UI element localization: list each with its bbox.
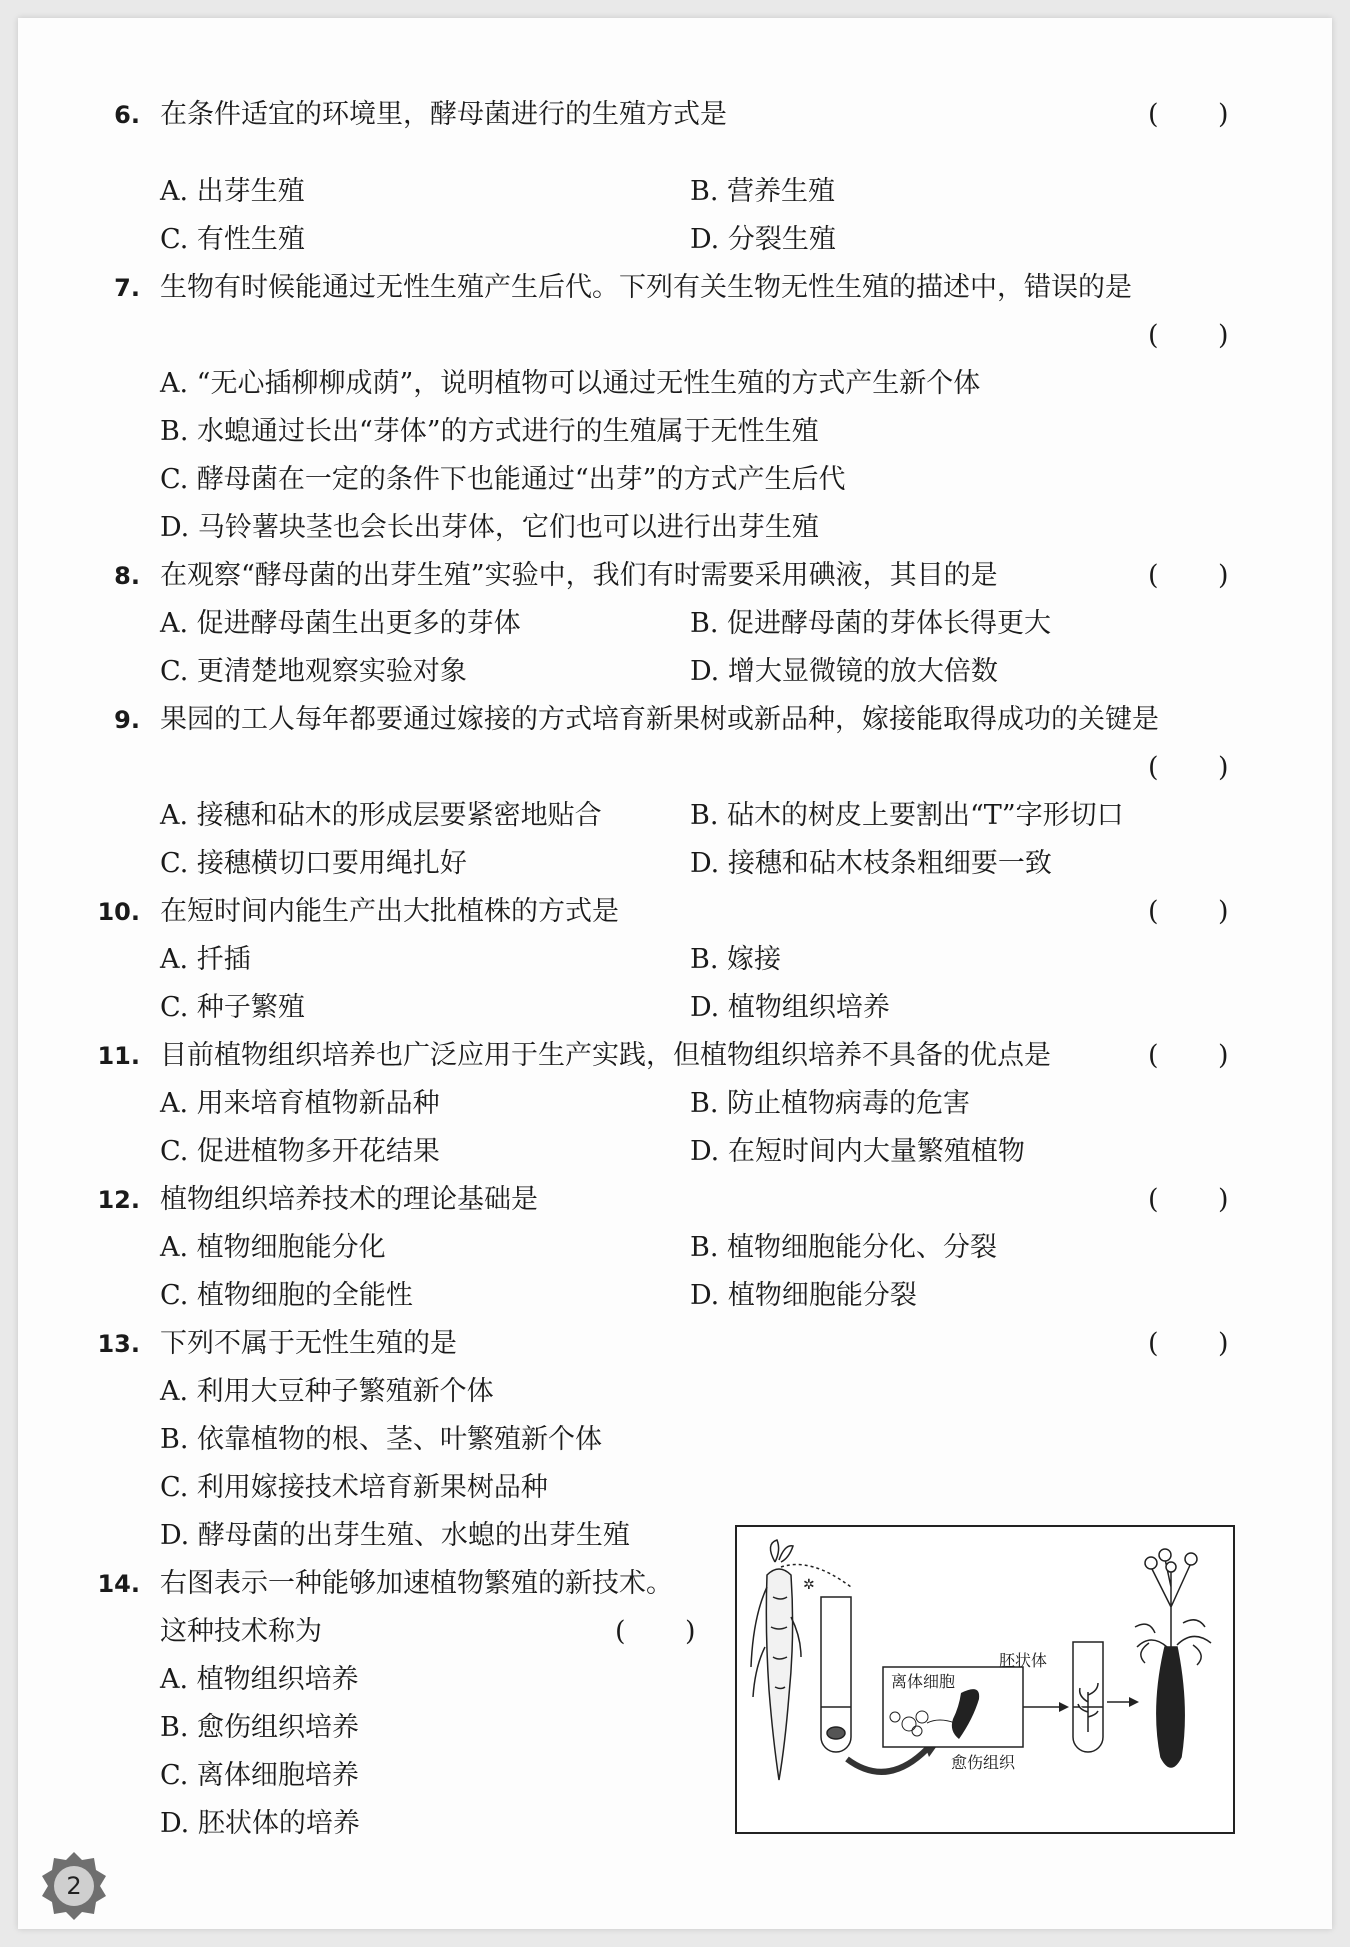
option: C. 酵母菌在一定的条件下也能通过“出芽”的方式产生后代 bbox=[160, 464, 846, 495]
question-number: 10. bbox=[97, 898, 140, 926]
option: D. 酵母菌的出芽生殖、水螅的出芽生殖 bbox=[160, 1520, 630, 1551]
option: D. 接穗和砧木枝条粗细要一致 bbox=[690, 848, 1052, 879]
question-text: 植物组织培养技术的理论基础是 bbox=[160, 1184, 538, 1215]
tissue-culture-figure bbox=[735, 1525, 1235, 1834]
question-9-blank-row: ( ) bbox=[1148, 752, 1229, 783]
question-11: 11. 目前植物组织培养也广泛应用于生产实践，但植物组织培养不具备的优点是 ( ) bbox=[0, 1033, 1350, 1079]
option: A. 植物组织培养 bbox=[160, 1664, 359, 1695]
option: A. 扦插 bbox=[160, 944, 251, 975]
test-tube-2 bbox=[1073, 1642, 1103, 1752]
embryoid-label: 胚状体 bbox=[999, 1651, 1048, 1670]
option: C. 利用嫁接技术培育新果树品种 bbox=[160, 1472, 548, 1503]
question-text: 在短时间内能生产出大批植株的方式是 bbox=[160, 896, 619, 927]
question-text: 在条件适宜的环境里，酵母菌进行的生殖方式是 bbox=[160, 99, 727, 130]
tissue-culture-diagram bbox=[737, 1527, 1233, 1832]
option: B. 依靠植物的根、茎、叶繁殖新个体 bbox=[160, 1424, 603, 1455]
option: D. 马铃薯块茎也会长出芽体，它们也可以进行出芽生殖 bbox=[160, 512, 819, 543]
option: D. 分裂生殖 bbox=[690, 224, 836, 255]
question-12: 12. 植物组织培养技术的理论基础是 ( ) bbox=[0, 1177, 1350, 1223]
option: C. 植物细胞的全能性 bbox=[160, 1280, 413, 1311]
option: B. 营养生殖 bbox=[690, 176, 836, 207]
option: B. 水螅通过长出“芽体”的方式进行的生殖属于无性生殖 bbox=[160, 416, 819, 447]
option: B. 愈伤组织培养 bbox=[160, 1712, 360, 1743]
question-number: 11. bbox=[97, 1042, 140, 1070]
question-text: 这种技术称为 bbox=[160, 1616, 322, 1647]
option: A. 接穗和砧木的形成层要紧密地贴合 bbox=[160, 800, 602, 831]
question-text: 右图表示一种能够加速植物繁殖的新技术。 bbox=[160, 1568, 673, 1599]
option: C. 离体细胞培养 bbox=[160, 1760, 359, 1791]
question-number: 8. bbox=[114, 562, 140, 590]
option: D. 植物组织培养 bbox=[690, 992, 890, 1023]
option: B. 嫁接 bbox=[690, 944, 782, 975]
question-number: 9. bbox=[114, 706, 140, 734]
question-14-line2: 这种技术称为 ( ) bbox=[0, 1609, 720, 1655]
page-number-badge bbox=[38, 1850, 110, 1922]
option: A. 用来培育植物新品种 bbox=[160, 1088, 440, 1119]
option: C. 促进植物多开花结果 bbox=[160, 1136, 440, 1167]
question-number: 6. bbox=[114, 101, 140, 129]
question-number: 13. bbox=[97, 1330, 140, 1358]
question-number: 12. bbox=[97, 1186, 140, 1214]
option: D. 植物细胞能分裂 bbox=[690, 1280, 917, 1311]
question-7-blank-row: ( ) bbox=[1148, 320, 1229, 351]
option: C. 接穗横切口要用绳扎好 bbox=[160, 848, 467, 879]
option: D. 胚状体的培养 bbox=[160, 1808, 360, 1839]
option: C. 种子繁殖 bbox=[160, 992, 305, 1023]
option: B. 植物细胞能分化、分裂 bbox=[690, 1232, 998, 1263]
question-9 bbox=[0, 697, 1350, 743]
question-8: 8. 在观察“酵母菌的出芽生殖”实验中，我们有时需要采用碘液，其目的是 ( ) bbox=[0, 553, 1350, 599]
option: A. 利用大豆种子繁殖新个体 bbox=[160, 1376, 494, 1407]
page-number: 2 bbox=[66, 1872, 82, 1900]
question-number: 14. bbox=[97, 1570, 140, 1598]
option: A. 出芽生殖 bbox=[160, 176, 305, 207]
option: A. 促进酵母菌生出更多的芽体 bbox=[160, 608, 521, 639]
question-10: 10. 在短时间内能生产出大批植株的方式是 ( ) bbox=[0, 889, 1350, 935]
question-text: 生物有时候能通过无性生殖产生后代。下列有关生物无性生殖的描述中，错误的是 bbox=[160, 272, 1132, 303]
question-text: 目前植物组织培养也广泛应用于生产实践，但植物组织培养不具备的优点是 bbox=[160, 1040, 1051, 1071]
option: A. 植物细胞能分化 bbox=[160, 1232, 386, 1263]
option: B. 砧木的树皮上要割出“T”字形切口 bbox=[690, 800, 1124, 831]
question-14 bbox=[0, 1561, 720, 1607]
test-tube-1 bbox=[821, 1597, 851, 1752]
curved-arrow bbox=[847, 1749, 927, 1772]
svg-text:✲: ✲ bbox=[803, 1577, 815, 1593]
question-13: 13. 下列不属于无性生殖的是 ( ) bbox=[0, 1321, 1350, 1367]
callus-label: 愈伤组织 bbox=[951, 1753, 1016, 1772]
option: D. 在短时间内大量繁殖植物 bbox=[690, 1136, 1025, 1167]
question-text: 在观察“酵母菌的出芽生殖”实验中，我们有时需要采用碘液，其目的是 bbox=[160, 560, 998, 591]
question-text: 果园的工人每年都要通过嫁接的方式培育新果树或新品种，嫁接能取得成功的关键是 bbox=[160, 704, 1159, 735]
option: B. 促进酵母菌的芽体长得更大 bbox=[690, 608, 1052, 639]
option: C. 有性生殖 bbox=[160, 224, 305, 255]
option: A. “无心插柳柳成荫”，说明植物可以通过无性生殖的方式产生新个体 bbox=[160, 368, 981, 399]
option: D. 增大显微镜的放大倍数 bbox=[690, 656, 998, 687]
question-number: 7. bbox=[114, 274, 140, 302]
option: C. 更清楚地观察实验对象 bbox=[160, 656, 467, 687]
isolated-cells-label: 离体细胞 bbox=[891, 1672, 956, 1691]
option: B. 防止植物病毒的危害 bbox=[690, 1088, 971, 1119]
question-6: 6. 在条件适宜的环境里，酵母菌进行的生殖方式是 ( ) bbox=[0, 92, 1350, 138]
flowering-carrot-plant bbox=[1135, 1549, 1211, 1767]
question-text: 下列不属于无性生殖的是 bbox=[160, 1328, 457, 1359]
question-7 bbox=[0, 265, 1350, 311]
